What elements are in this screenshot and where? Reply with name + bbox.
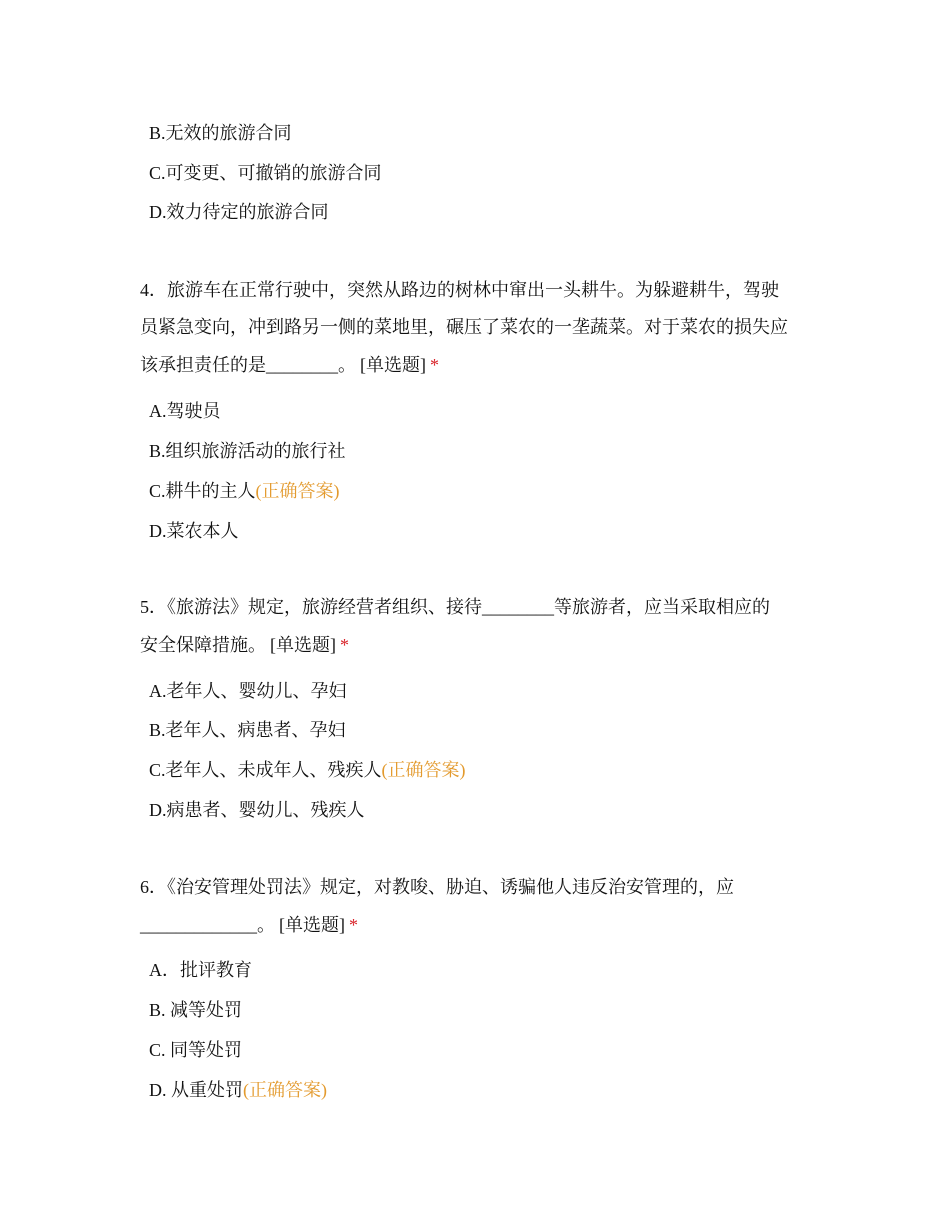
option-item[interactable]: D.病患者、婴幼儿、残疾人: [149, 800, 365, 820]
option-item[interactable]: B.老年人、病患者、孕妇: [149, 720, 346, 740]
option-item[interactable]: D.效力待定的旅游合同: [149, 202, 329, 222]
option-item[interactable]: A．批评教育: [149, 960, 252, 980]
option-item[interactable]: A.驾驶员: [149, 401, 221, 421]
option-item[interactable]: C.老年人、未成年人、残疾人(正确答案): [149, 760, 466, 780]
option-item[interactable]: C. 同等处罚: [149, 1040, 243, 1060]
question-text-line: 4．旅游车在正常行驶中，突然从路边的树林中窜出一头耕牛。为躲避耕牛，驾驶: [140, 280, 779, 300]
question-text-line: 员紧急变向，冲到路另一侧的菜地里，碾压了菜农的一垄蔬菜。对于菜农的损失应: [140, 317, 788, 337]
option-item[interactable]: D. 从重处罚(正确答案): [149, 1080, 327, 1100]
correct-answer-label: (正确答案): [381, 760, 466, 780]
option-item[interactable]: D.菜农本人: [149, 521, 239, 541]
question-type-tag: [单选题]: [279, 915, 345, 935]
option-item[interactable]: B.无效的旅游合同: [149, 123, 292, 143]
question-text-line: 5．《旅游法》规定，旅游经营者组织、接待________等旅游者，应当采取相应的: [140, 597, 770, 617]
question-type-tag: [单选题]: [270, 635, 336, 655]
required-mark: *: [349, 915, 358, 935]
option-item[interactable]: A.老年人、婴幼儿、孕妇: [149, 681, 347, 701]
question-text-line: 该承担责任的是________。 [单选题] *: [140, 355, 439, 375]
correct-answer-label: (正确答案): [255, 481, 340, 501]
required-mark: *: [430, 355, 439, 375]
option-item[interactable]: B. 减等处罚: [149, 1000, 243, 1020]
question-type-tag: [单选题]: [360, 355, 426, 375]
option-item[interactable]: B.组织旅游活动的旅行社: [149, 441, 346, 461]
required-mark: *: [340, 635, 349, 655]
question-text-line: _____________。 [单选题] *: [140, 915, 358, 935]
option-item[interactable]: C.可变更、可撤销的旅游合同: [149, 163, 382, 183]
option-item[interactable]: C.耕牛的主人(正确答案): [149, 481, 340, 501]
question-text-line: 安全保障措施。 [单选题] *: [140, 635, 349, 655]
correct-answer-label: (正确答案): [243, 1080, 327, 1100]
question-text-line: 6．《治安管理处罚法》规定，对教唆、胁迫、诱骗他人违反治安管理的，应: [140, 877, 734, 897]
